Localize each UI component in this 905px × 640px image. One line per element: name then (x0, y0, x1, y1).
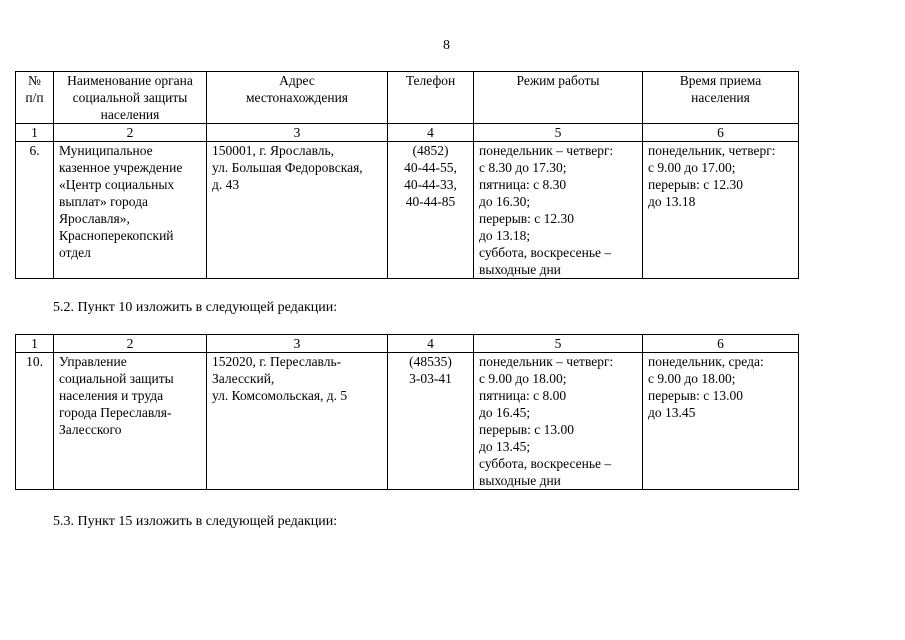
header-num-line: № (28, 73, 41, 88)
row-name-line: Залесского (59, 422, 122, 437)
column-number: 1 (16, 335, 54, 353)
row-phone-line: (4852) (412, 143, 449, 158)
row-name-line: выплат» города (59, 194, 148, 209)
header-num-line: п/п (25, 90, 44, 105)
row-name-line: города Переславля- (59, 405, 172, 420)
row-phone (388, 353, 474, 490)
page-number: 8 (443, 38, 450, 53)
row-address-line: ул. Большая Федоровская, (212, 160, 363, 175)
row-schedule-line: суббота, воскресенье – (479, 245, 612, 260)
row-reception-line: перерыв: с 12.30 (648, 177, 744, 192)
header-name (54, 72, 207, 124)
paragraph-5-2: 5.2. Пункт 10 изложить в следующей редакции: (53, 300, 338, 315)
header-reception-line: населения (691, 90, 750, 105)
row-schedule-line: выходные дни (479, 262, 561, 277)
column-number: 2 (54, 124, 207, 142)
header-name-line: населения (100, 107, 160, 122)
row-address-line: 152020, г. Переславль- (212, 354, 342, 369)
row-phone-line: 40-44-55, (404, 160, 457, 175)
column-number: 1 (16, 124, 54, 142)
row-address-line: Залесский, (212, 371, 275, 386)
row-reception (643, 353, 799, 490)
row-name-line: Управление (59, 354, 127, 369)
row-phone-line: (48535) (409, 354, 452, 369)
row-name (54, 353, 207, 490)
row-phone-line: 40-44-33, (404, 177, 457, 192)
row-schedule-line: понедельник – четверг: (479, 143, 614, 158)
column-number: 6 (643, 124, 799, 142)
row-schedule-line: суббота, воскресенье – (479, 456, 612, 471)
header-schedule-line: Режим работы (516, 73, 600, 88)
row-name-line: отдел (59, 245, 91, 260)
row-schedule-line: перерыв: с 13.00 (479, 422, 575, 437)
row-schedule-line: до 13.45; (479, 439, 531, 454)
row-schedule (474, 142, 643, 279)
row-name-line: Красноперекопский (59, 228, 174, 243)
header-num (16, 72, 54, 124)
column-number: 3 (207, 124, 388, 142)
column-number: 6 (643, 335, 799, 353)
row-reception-line: понедельник, четверг: (648, 143, 776, 158)
column-number-row (16, 124, 799, 142)
row-address (207, 353, 388, 490)
row-phone-line: 3-03-41 (409, 371, 452, 386)
table-row (16, 353, 799, 490)
row-schedule-line: понедельник – четверг: (479, 354, 614, 369)
header-name-line: социальной защиты (72, 90, 188, 105)
row-reception-line: перерыв: с 13.00 (648, 388, 744, 403)
header-address (207, 72, 388, 124)
row-reception (643, 142, 799, 279)
row-phone-line: 40-44-85 (405, 194, 456, 209)
row-address (207, 142, 388, 279)
row-phone (388, 142, 474, 279)
row-num: 10. (16, 353, 54, 490)
row-schedule-line: до 13.18; (479, 228, 531, 243)
column-number: 2 (54, 335, 207, 353)
row-reception-line: с 9.00 до 18.00; (648, 371, 736, 386)
header-phone-line: Телефон (405, 73, 456, 88)
header-address-line: местонахождения (245, 90, 349, 105)
row-schedule-line: до 16.45; (479, 405, 531, 420)
header-reception-line: Время приема (679, 73, 762, 88)
row-name-line: Ярославля», (59, 211, 130, 226)
offices-table-1 (15, 71, 799, 279)
row-schedule-line: пятница: с 8.30 (479, 177, 567, 192)
row-reception-line: до 13.18 (648, 194, 696, 209)
header-reception (643, 72, 799, 124)
header-phone (388, 72, 474, 124)
row-reception-line: до 13.45 (648, 405, 696, 420)
column-number: 4 (388, 124, 474, 142)
column-number: 5 (474, 124, 643, 142)
header-name-line: Наименование органа (67, 73, 193, 88)
column-number: 5 (474, 335, 643, 353)
table-row (16, 142, 799, 279)
row-name-line: населения и труда (59, 388, 164, 403)
row-reception-line: понедельник, среда: (648, 354, 764, 369)
row-name-line: казенное учреждение (59, 160, 183, 175)
row-num: 6. (16, 142, 54, 279)
column-number: 3 (207, 335, 388, 353)
row-schedule-line: с 9.00 до 18.00; (479, 371, 567, 386)
row-schedule-line: пятница: с 8.00 (479, 388, 567, 403)
row-schedule-line: перерыв: с 12.30 (479, 211, 575, 226)
header-schedule (474, 72, 643, 124)
column-number: 4 (388, 335, 474, 353)
row-name-line: «Центр социальных (59, 177, 175, 192)
row-name-line: социальной защиты (59, 371, 174, 386)
row-address-line: 150001, г. Ярославль, (212, 143, 335, 158)
row-schedule-line: выходные дни (479, 473, 561, 488)
row-name-line: Муниципальное (59, 143, 153, 158)
header-address-line: Адрес (279, 73, 315, 88)
row-name (54, 142, 207, 279)
paragraph-5-3: 5.3. Пункт 15 изложить в следующей редакции: (53, 514, 338, 529)
row-address-line: ул. Комсомольская, д. 5 (212, 388, 348, 403)
row-reception-line: с 9.00 до 17.00; (648, 160, 736, 175)
row-address-line: д. 43 (212, 177, 240, 192)
offices-table-2 (15, 334, 799, 490)
row-schedule-line: с 8.30 до 17.30; (479, 160, 567, 175)
row-schedule-line: до 16.30; (479, 194, 531, 209)
row-schedule (474, 353, 643, 490)
column-number-row (16, 335, 799, 353)
table-header-row (16, 72, 799, 124)
